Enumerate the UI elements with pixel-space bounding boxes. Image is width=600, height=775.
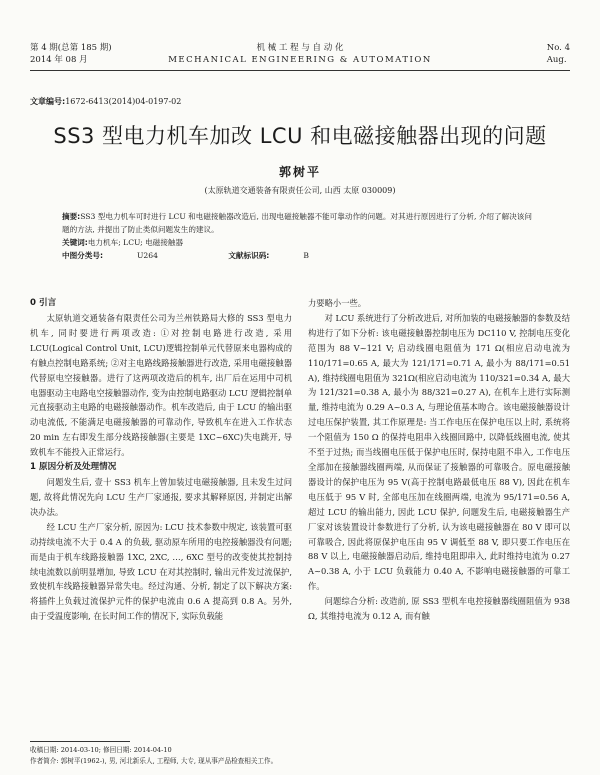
footnote-divider	[30, 741, 130, 742]
issue-date: 2014 年 08 月	[30, 55, 88, 65]
classification	[62, 249, 538, 262]
article-number-value: 1672-6413(2014)04-0197-02	[65, 97, 182, 106]
journal-name-en: MECHANICAL ENGINEERING & AUTOMATION	[168, 55, 432, 65]
abstract-label: 摘要:	[62, 212, 81, 221]
footnote-dates: 收稿日期: 2014-03-10; 修回日期: 2014-04-10	[30, 746, 172, 754]
section-heading-analysis: 1 原因分析及处理情况	[30, 462, 117, 473]
author-name: 郭树平	[278, 165, 321, 179]
footnote-author-bio: 作者简介: 郭树平(1962-), 男, 河北新乐人, 工程师, 大专, 现从事产品检查相关工作。	[30, 757, 278, 765]
paragraph: 问题综合分析: 改造前, 原 SS3 型机车电控接触器线圈阻值为 938 Ω, 其维持电流为 0.12 A, 而有触	[308, 596, 570, 622]
paper-title: SS3 型电力机车加改 LCU 和电磁接触器出现的问题	[53, 124, 547, 148]
journal-name-cn: 机 械 工 程 与 自 动 化	[256, 43, 344, 53]
body-column-left	[30, 296, 292, 624]
running-header-right	[547, 42, 570, 66]
clc-value: U264	[137, 251, 158, 260]
paragraph: 对 LCU 系统进行了分析改进后, 对所加装的电磁接触器的参数及结构进行了如下分析: 该电磁接触器控制电压为 DC110 V, 控制电压变化范围为 88 V~121 V; 启动线圈电阻值为 171 Ω(相应启动电流为 110/171=0.65 A, 最大为 121/171=0.71 A, 最小为 88/171=0.51 A), 维持线圈电阻值为 321Ω(相应启动电流为 110/321=0.34 A, 最大为 121/321=0.38 A, 最小为 88/321=0.27 A), 在机车上进行实际测量, 维持电流为 0.29 A~0.3 A, 与理论值基本吻合。该电磁接触器设计过电压保护装置, 其工作原理是: 当工作电压在保护电压以上时, 系统将一个阻值为 150 Ω 的保持电阻串入线圈回路中, 以降低线圈电流, 使其不至于过热; 而当线圈电压低于保护电压时, 保持电阻不串入, 工作电压全部加在接触器线圈两端, 从而保证了接触器的可靠吸合。原电磁接触器设计的保护电压为 95 V(高于控制电路最低电压 88 V), 因此在机车电压低于 95 V 时, 全部电压加在线圈两端, 电流为 95/171=0.56 A, 超过 LCU 的输出能力, 因此 LCU 保护, 问题发生后, 电磁接触器生产厂家对该装置设计参数进行了分析, 认为该电磁接触器在 80 V 即可以可靠吸合, 因此将原保护电压由 95 V 调低至 88 V, 即只要工作电压在 88 V 以上, 电磁接触器启动后, 维持电阻即串入, 此时维持电流为 0.27 A~0.38 A, 小于 LCU 负载能力 0.40 A, 不影响电磁接触器的可靠工作。	[308, 312, 570, 592]
doc-code-label: 文献标识码:	[228, 251, 270, 260]
abstract	[62, 210, 538, 236]
keywords	[62, 236, 538, 249]
body-column-right	[308, 296, 570, 624]
paragraph: 经 LCU 生产厂家分析, 原因为: LCU 技术参数中规定, 该装置可驱动持续电流不大于 0.4 A 的负载, 驱动原车所用的电控接触器没有问题; 而是由于机车线路接触器 1XC, 2XC, …, 6XC 型号的改变使其控制持续电流数以前明显增加, 导致 LCU 在对其控制时, 输出元件发过流保护, 致使机车线路接触器异常失电。经过沟通、分析, 制定了以下解决方案: 将插件上负载过流保护元件的保护电流由 0.6 A 提高到 0.8 A。另外, 由于受温度影响, 在长时间工作的情况下, 实际负载能	[30, 521, 292, 622]
abstract-block	[62, 210, 538, 262]
issue-month-en: Aug.	[546, 55, 567, 65]
section-heading-intro: 0 引言	[30, 298, 57, 308]
keywords-label: 关键词:	[62, 238, 88, 247]
article-number-label: 文章编号:	[30, 97, 66, 106]
issue-no-en: No. 4	[546, 43, 570, 53]
paragraph: 力要略小一些。	[308, 298, 367, 308]
abstract-text: SS3 型电力机车可时进行 LCU 和电磁接触器改造后, 出现电磁接触器不能可靠动作的问题。对其进行原因进行了分析, 介绍了解决该问题的方法, 并提出了防止类似问题发生的建议。	[62, 212, 532, 234]
header-divider	[30, 70, 570, 71]
issue-number: 第 4 期(总第 185 期)	[30, 43, 112, 53]
clc-label: 中图分类号:	[62, 251, 104, 260]
article-number	[30, 96, 181, 107]
paragraph: 太原轨道交通装备有限责任公司为兰州铁路局大修的 SS3 型电力机车, 同时要进行两项改造: ①对控制电路进行改造, 采用 LCU(Logical Control Unit, LCU)逻辑控制单元代替原来电器构成的有触点控制电路系统; ②对主电路线路接触器进行改造, 采用电磁接触器代替原电空接触器。进行了这两项改造后的机车, 出厂后在运用中司机电器驱动主电路电空接触器动作, 变为由控制电路驱动 LCU 逻辑控制单元直接驱动主电路的电磁接触器动作。机车改造后, 由于 LCU 的输出驱动电流低, 不能满足电磁接触器的可靠动作, 导致机车在进入工作状态 20 min 左右即发生部分线路接触器(主要是 1XC~6XC)失电跳开, 导致机车不能投入正常运行。	[30, 313, 292, 458]
author-affiliation: (太原轨道交通装备有限责任公司, 山西 太原 030009)	[204, 186, 396, 195]
doc-code-value: B	[303, 251, 309, 260]
keywords-text: 电力机车; LCU; 电磁接触器	[87, 238, 184, 247]
running-header-journal	[0, 42, 600, 66]
paragraph: 问题发生后, 壹十 SS3 机车上曾加装过电磁接触器, 且未发生过问题, 故将此情况先向 LCU 生产厂家通报, 要求其解释原因, 并制定出解决办法。	[30, 477, 292, 517]
